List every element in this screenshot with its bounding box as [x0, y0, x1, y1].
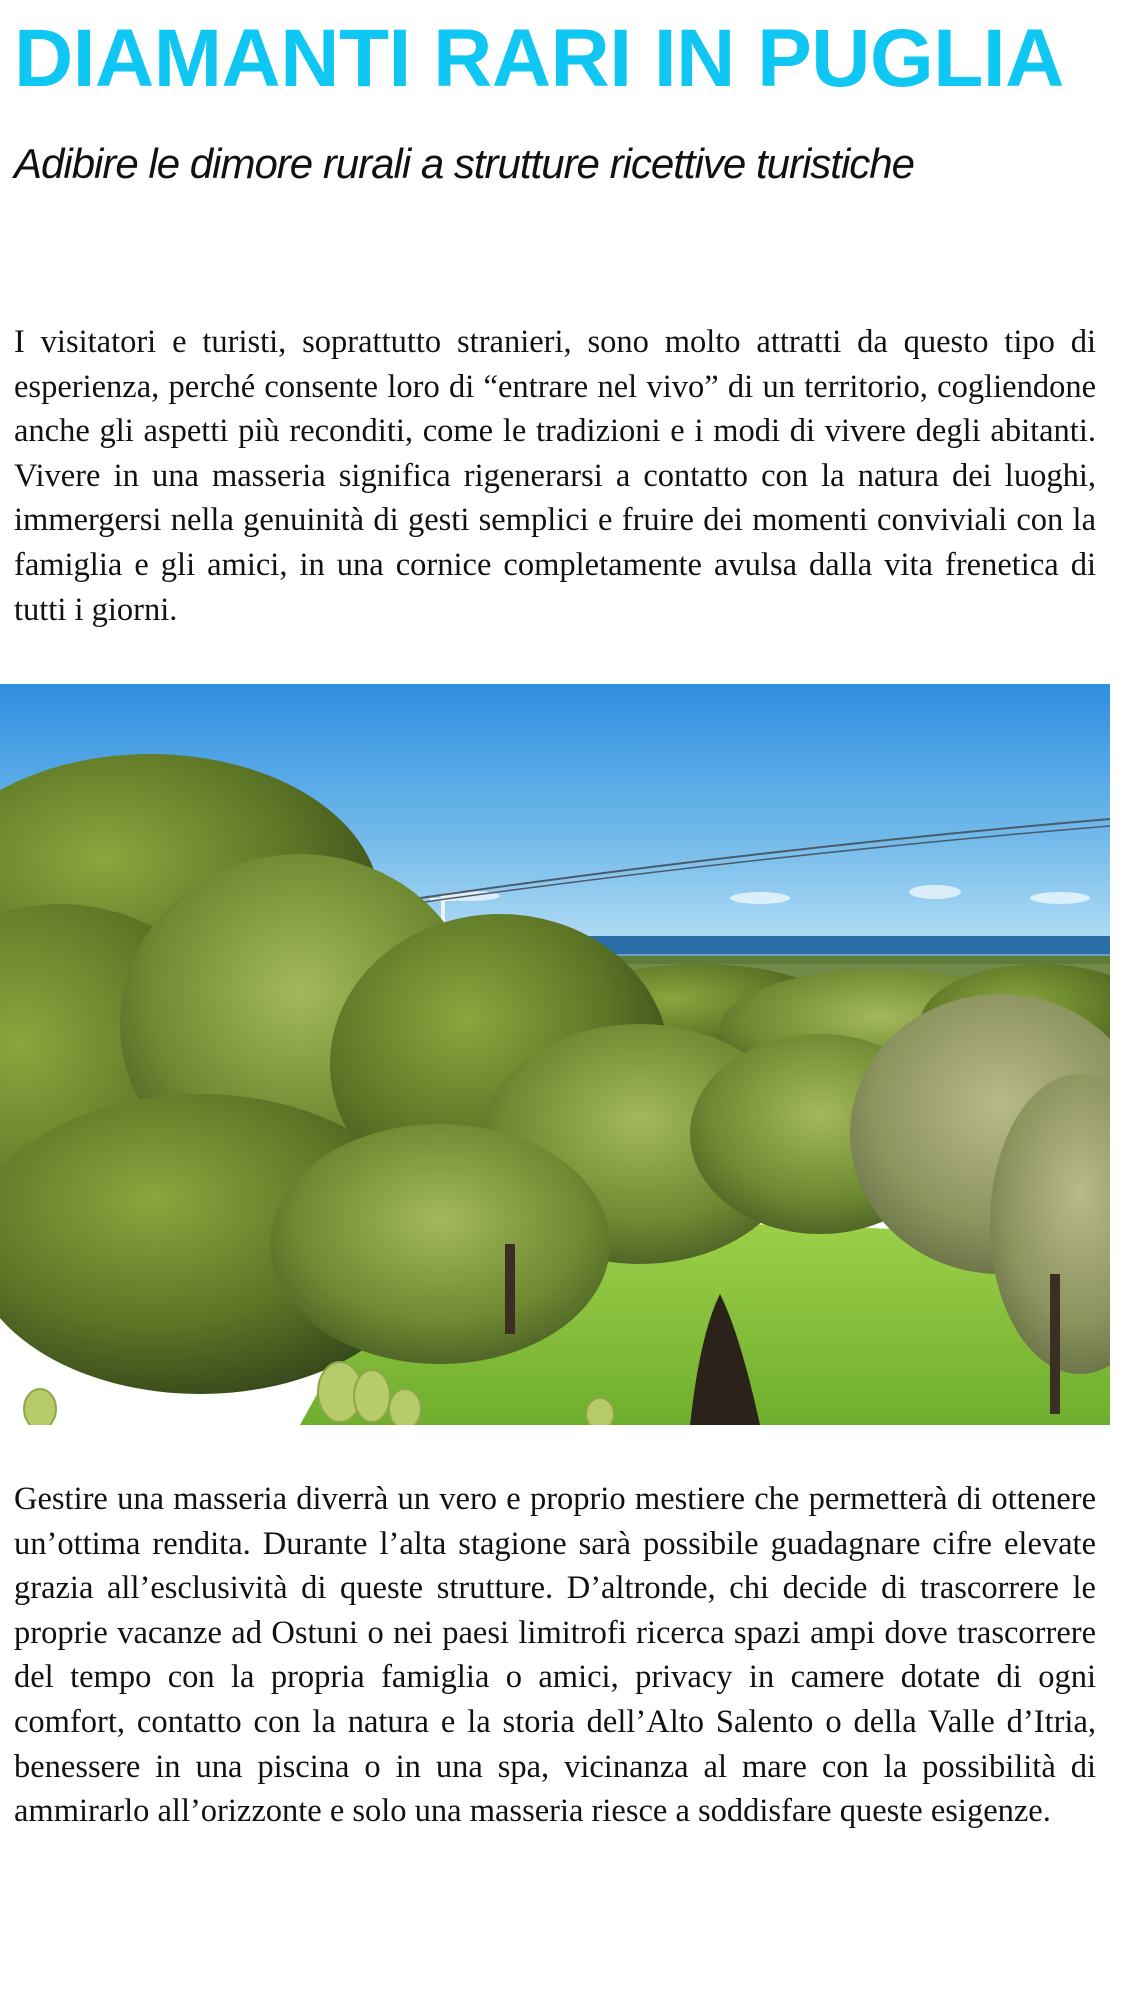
landscape-illustration	[0, 684, 1110, 1425]
body-paragraph-1: I visitatori e turisti, soprattutto stranieri, sono molto attratti da questo tipo di esperienza, perché consente loro di “entrare nel vivo” di un territorio, cogliendone anche gli aspetti più reconditi, come le tradizioni e i modi di vivere degli abitanti. Vivere in una masseria significa rigenerarsi a contatto con la natura dei luoghi, immergersi nella genuinità di gesti semplici e fruire dei momenti conviviali con la famiglia e gli amici, in una cornice completamente avulsa dalla vita frenetica di tutti i giorni.	[14, 324, 1096, 628]
article-title: DIAMANTI RARI IN PUGLIA	[14, 13, 1064, 104]
landscape-photo	[0, 684, 1110, 1425]
body-paragraph-2: Gestire una masseria diverrà un vero e proprio mestiere che permetterà di ottenere un’ottima rendita. Durante l’alta stagione sarà possibile guadagnare cifre elevate grazia all’esclusività di queste strutture. D’altronde, chi decide di trascorrere le proprie vacanze ad Ostuni o nei paesi limitrofi ricerca spazi ampi dove trascorrere del tempo con la propria famiglia o amici, privacy in camere dotate di ogni comfort, contatto con la natura e la storia dell’Alto Salento o della Valle d’Itria, benessere in una piscina o in una spa, vicinanza al mare con la possibilità di ammirarlo all’orizzonte e solo una masseria riesce a soddisfare queste esigenze.	[14, 1481, 1096, 1830]
article-subtitle: Adibire le dimore rurali a strutture ricettive turistiche	[14, 140, 915, 187]
